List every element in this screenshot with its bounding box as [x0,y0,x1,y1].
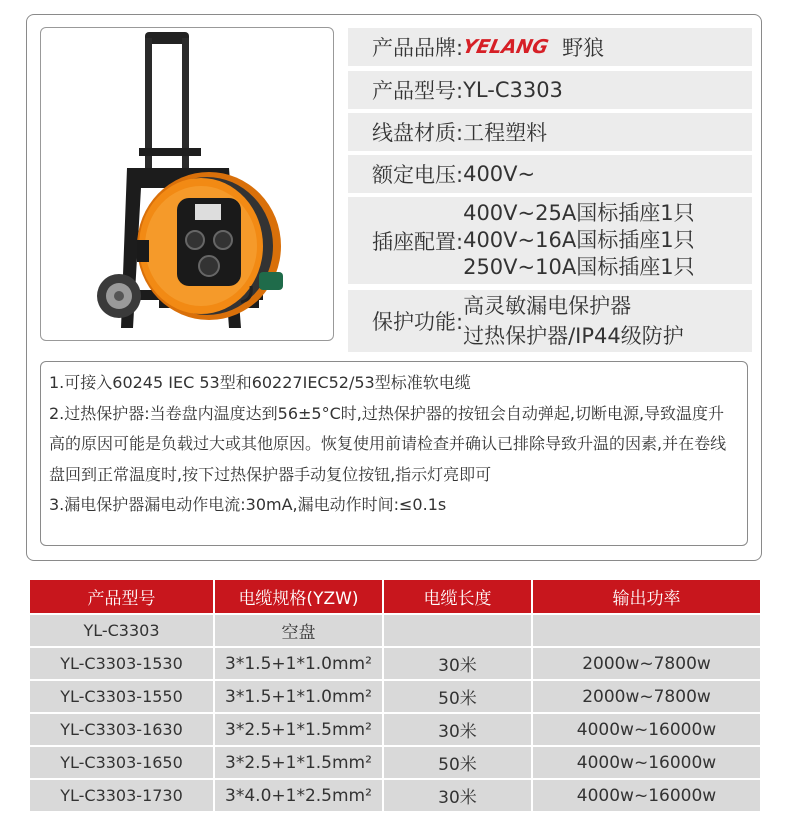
table-row [29,680,761,713]
material-value: 工程塑料 [463,121,548,145]
cell-length: 30米 [383,713,532,746]
cell-power [532,614,761,647]
cell-power: 4000w~16000w [532,779,761,812]
socket-value: 400V~25A国标插座1只 [463,201,695,225]
cell-model: YL-C3303 [29,614,214,647]
cell-cable-spec: 3*2.5+1*1.5mm² [214,746,383,779]
cell-length: 50米 [383,680,532,713]
voltage-label: 额定电压: [372,163,464,187]
socket-value: 250V~10A国标插座1只 [463,255,695,279]
cell-length: 30米 [383,779,532,812]
spec-row-model [348,71,752,109]
cell-power: 4000w~16000w [532,746,761,779]
brand-label: 产品品牌: [372,36,464,60]
notes-box [40,361,748,546]
model-label: 产品型号: [372,79,464,103]
table-row [29,647,761,680]
table-row [29,614,761,647]
voltage-value: 400V~ [463,162,536,186]
cell-cable-spec: 3*1.5+1*1.0mm² [214,680,383,713]
brand-logo: YELANG [460,36,551,58]
cell-power: 4000w~16000w [532,713,761,746]
cell-power: 2000w~7800w [532,680,761,713]
cell-cable-spec: 3*1.5+1*1.0mm² [214,647,383,680]
spec-row-socket [348,197,752,284]
brand-value: 野狼 [562,36,605,60]
spec-row-voltage [348,155,752,193]
protection-value: 过热保护器/IP44级防护 [463,324,684,348]
protection-value: 高灵敏漏电保护器 [463,294,632,318]
spec-row-material [348,113,752,151]
table-row [29,779,761,812]
socket-label: 插座配置: [372,229,464,254]
cell-model: YL-C3303-1530 [29,647,214,680]
cable-reel-illustration [41,28,333,340]
cell-model: YL-C3303-1730 [29,779,214,812]
cell-power: 2000w~7800w [532,647,761,680]
table-row [29,713,761,746]
product-photo [40,27,334,341]
cell-cable-spec: 空盘 [214,614,383,647]
spec-row-protection [348,290,752,352]
header-output-power: 输出功率 [532,579,761,614]
material-label: 线盘材质: [372,121,464,145]
cell-length [383,614,532,647]
model-value: YL-C3303 [463,78,563,102]
socket-value: 400V~16A国标插座1只 [463,228,695,252]
note-item: 1.可接入60245 IEC 53型和60227IEC52/53型标准软电缆 [49,373,471,392]
header-model: 产品型号 [29,579,214,614]
note-item: 3.漏电保护器漏电动作电流:30mA,漏电动作时间:≤0.1s [49,495,447,514]
table-header-row [29,579,761,614]
protection-label: 保护功能: [372,310,464,334]
model-table [28,578,762,813]
cell-cable-spec: 3*4.0+1*2.5mm² [214,779,383,812]
cell-model: YL-C3303-1550 [29,680,214,713]
cell-model: YL-C3303-1630 [29,713,214,746]
cell-model: YL-C3303-1650 [29,746,214,779]
cell-cable-spec: 3*2.5+1*1.5mm² [214,713,383,746]
table-row [29,746,761,779]
cell-length: 30米 [383,647,532,680]
header-cable-spec: 电缆规格(YZW) [214,579,383,614]
header-cable-length: 电缆长度 [383,579,532,614]
note-item: 2.过热保护器:当卷盘内温度达到56±5°C时,过热保护器的按钮会自动弹起,切断电源,导致温度升高的原因可能是负载过大或其他原因。恢复使用前请检查并确认已排除导致升温的因素,并在卷线盘回到正常温度时,按下过热保护器手动复位按钮,指示灯亮即可 [49,403,727,484]
cell-length: 50米 [383,746,532,779]
spec-row-brand [348,28,752,66]
